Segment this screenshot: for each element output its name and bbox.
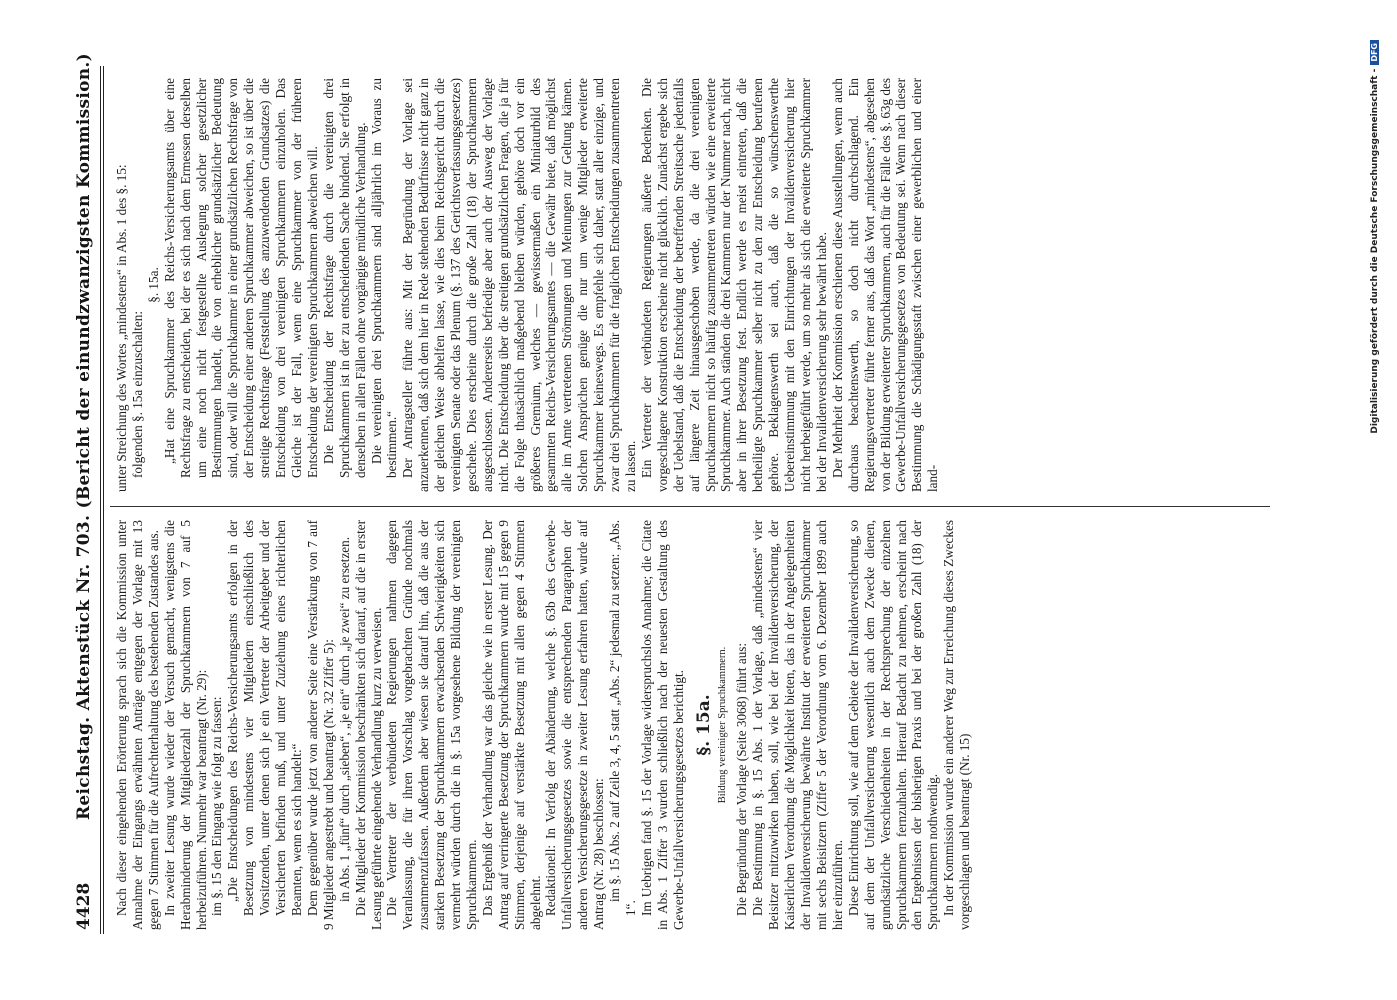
paragraph: Der Mehrheit der Kommission erschienen diese Ausstellungen, wenn auch durchaus beachtenswerth, so doch nicht durchschlagend. Ein Regierungsvertreter führte ferner aus, daß das Wort „mindestens“, abgesehen von der Bildung erweiterter Spruchkammern, auch für die Fälle des §. 63g des Gewerbe-Unfallversicherungsgesetzes von Bedeutung sei. Wenn nach dieser Bestimmung die Schädigungsstaft zwischen einer gewerblichen und einer land- [829,78,941,492]
running-title: Reichstag. Aktenstück Nr. 703. (Bericht der einundzwanzigsten Kommission.) [74,53,94,820]
column-divider [110,506,1270,507]
paragraph: Dem gegenüber wurde jetzt von anderer Seite eine Verstärkung von 7 auf 9 Mitglieder angestrebt und beantragt (Nr. 32 Ziffer 5): [304,520,336,930]
header-rule-top [100,66,101,934]
paragraph: Der Antragsteller führte aus: Mit der Begründung der Vorlage sei anzuerkennen, daß sich dem hier in Rede stehenden Bedürfnisse nicht ganz in der gleichen Weise abhelfen lasse, wie dies beim Reichsgericht durch die vereinigten Senate oder das Plenum (§. 137 des Gerichtsverfassungsgesetzes) geschehe. Dies erscheine durch die große Zahl (18) der Spruchkammern ausgeschlossen. Andererseits befriedige aber auch der Ausweg der Vorlage nicht. Die Entscheidung über die streitigen grundsätzlichen Fragen, die ja für die Folge thatsächlich maßgebend bleiben würden, gehöre doch vor ein größeres Gremium, welches — gewissermaßen ein Miniaturbild des gesammten Reichs-Versicherungsamtes — die Gewähr biete, daß möglichst alle im Amte vertretenen Strömungen und Meinungen zur Geltung kämen. Solchen Ansprüchen genüge die nur um wenige Mitglieder erweiterte Spruchkammer keineswegs. Es empfehle sich daher, statt aller einzige, und zwar drei Spruchkammern für die fraglichen Entscheidungen zusammentreten zu lassen. [400,78,638,492]
paragraph: Die Vertreter der verbündeten Regierungen nahmen dagegen Veranlassung, die für ihren Vorschlag vorgebrachten Gründe nochmals zusammenzufassen. Außerdem aber wiesen sie darauf hin, daß die aus der starken Besetzung der Spruchkammern erwachsenden Schwierigkeiten sich vermehrt würden durch die in §. 15a vorgesehene Bildung der vereinigten Spruchkammern. [384,520,479,930]
page-number: 4428 [74,882,94,930]
paragraph: Das Ergebniß der Verhandlung war das gleiche wie in erster Lesung. Der Antrag auf verringerte Besetzung der Spruchkammern wurde mit 15 gegen 9 Stimmen, derjenige auf verstärkte Besetzung mit allen gegen 4 Stimmen abgelehnt. [479,520,543,930]
header-rule-bottom [103,66,104,934]
paragraph: Redaktionell: In Verfolg der Abänderung, welche §. 63b des Gewerbe-Unfallversicherungsgesetzes sowie die entsprechenden Paragraphen der anderen Versicherungsgesetze in zweiter Lesung erfahren hatten, wurde auf Antrag (Nr. 28) beschlossen: [543,520,607,930]
left-column [114,520,973,930]
section-heading: §. 15a. [693,694,714,756]
paragraph: im §. 15 den Eingang wie folgt zu fassen: [209,696,225,916]
paragraph: folgenden §. 15a einzuschalten: [129,311,145,478]
quoted-paragraph: „Die Entscheidungen des Reichs-Versicherungsamts erfolgen in der Besetzung von mindestens vier Mitgliedern einschließlich des Vorsitzenden, unter denen sich je ein Vertreter der Arbeitgeber und der Versicherten befinden muß, und unter Zuziehung eines richterlichen Beamten, wenn es sich handelt:“ [225,520,304,916]
dfg-logo: DFG [1370,40,1379,65]
paragraph: In zweiter Lesung wurde wieder der Versuch gemacht, wenigstens die Herabminderung der Mitgliederzahl der Spruchkammern von 7 auf 5 herbeizuführen. Nunmehr war beantragt (Nr. 29): [161,520,209,930]
quoted-paragraph: Die Entscheidung der Rechtsfrage durch die vereinigten drei Spruchkammern ist in der zu entscheidenden Sache bindend. Sie erfolgt in denselben in allen Fällen ohne vorgängige mündliche Verhandlung. [320,78,368,478]
quoted-paragraph: Die vereinigten drei Spruchkammern sind alljährlich im Voraus zu bestimmen.“ [368,78,400,478]
right-column [114,78,941,492]
paragraph: unter Streichung des Wortes „mindestens“ in Abs. 1 des §. 15: [114,164,129,492]
paragraph: Nach dieser eingehenden Erörterung sprach sich die Kommission unter Annahme der Eingangs erwähnten Anträge entgegen der Vorlage mit 13 gegen 7 Stimmen für die Aufrechterhaltung des bestehenden Zustandes aus. [114,520,161,930]
digitization-credit [1370,40,1380,940]
paragraph: Ein Vertreter der verbündeten Regierungen äußerte Bedenken. Die vorgeschlagene Konstruktion erscheine nicht glücklich. Zunächst ergebe sich der Uebelstand, daß die Entscheidung der betreffenden Streitsache jedenfalls auf längere Zeit hinausgeschoben werde, da die drei vereinigten Spruchkammern nicht so häufig zusammentreten würden wie eine erweiterte Spruchkammer. Auch ständen die drei Kammern nur der Nummer nach, nicht aber in ihrer Besetzung fest. Endlich werde es meist eintreten, daß die betheiligte Spruchkammer selber nicht zu den zur Entscheidung berufenen gehöre. Beklagenswerth sei auch, daß die so wünschenswerthe Uebereinstimmung mit den Einrichtungen der Invalidenversicherung hier nicht herbeigeführt werde, um so mehr als sich die erweiterte Spruchkammer bei der Invalidenversicherung sehr bewährt habe. [638,78,829,492]
page-header [70,53,100,930]
paragraph: Die Begründung der Vorlage (Seite 3068) führt aus: [734,642,750,916]
paragraph: Die Mitglieder der Kommission beschränkten sich darauf, auf die in erster Lesung geführte eingehende Verhandlung kurz zu verweisen. [352,520,384,930]
credit-text: Digitalisierung gefördert durch die Deutsche Forschungsgemeinschaft - [1370,68,1380,434]
inline-section-heading: §. 15a. [145,267,161,303]
paragraph: Die Bestimmung in §. 15 Abs. 1 der Vorlage, daß „mindestens“ vier Beisitzer mitzuwirken haben, soll, wie bei der Invalidenversicherung, der Kaiserlichen Verordnung die Möglichkeit bieten, das in der Angelegenheiten der Invalidenversicherung bewährte Institut der erweiterten Spruchkammer mit sechs Beisitzern (Ziffer 5 der Verordnung vom 6. Dezember 1899 auch hier einzuführen. [750,520,845,930]
paragraph: Diese Einrichtung soll, wie auf dem Gebiete der Invalidenversicherung, so auf dem der Unfallversicherung wesentlich auch dem Zwecke dienen, grundsätzliche Verschiedenheiten in der Rechtsprechung der einzelnen Spruchkammern fernzuhalten. Hierauf Bedacht zu nehmen, erscheint nach den Ergebnissen der bisherigen Praxis und bei der großen Zahl (18) der Spruchkammern nothwendig. [845,520,941,930]
paragraph: In der Kommission wurde ein anderer Weg zur Erreichung dieses Zweckes vorgeschlagen und beantragt (Nr. 15) [941,520,973,930]
paragraph: in Abs. 1 „fünf“ durch „sieben“, „je ein“ durch „je zwei“ zu ersetzen. [336,536,352,902]
paragraph: Im Uebrigen fand §. 15 der Vorlage widerspruchslos Annahme; die Citate in Abs. 1 Ziffer 3 wurden schließlich nach der neuesten Gestaltung des Gewerbe-Unfallversicherungsgesetzes berichtigt. [638,520,686,930]
section-subheading: Bildung vereinigter Spruchkammern. [716,646,728,804]
paragraph: im §. 15 Abs. 2 auf Zeile 3, 4, 5 statt „Abs. 2“ jedesmal zu setzen: „Abs. 1“. [607,520,638,916]
quoted-paragraph: „Hat eine Spruchkammer des Reichs-Versicherungsamts über eine Rechtsfrage zu entscheiden, bei der es sich nach dem Ermessen derselben um eine noch nicht festgestellte Auslegung solcher gesetzlicher Bestimmungen handelt, die von erheblicher grundsätzlicher Bedeutung sind, oder will die Spruchkammer in einer grundsätzlichen Rechtsfrage von der Entscheidung einer anderen Spruchkammer abweichen, so ist über die streitige Rechtsfrage (Feststellung des anzuwendenden Grundsatzes) die Entscheidung von drei vereinigten Spruchkammern einzuholen. Das Gleiche ist der Fall, wenn eine Spruchkammer von der früheren Entscheidung der vereinigten Spruchkammern abweichen will. [161,78,320,478]
